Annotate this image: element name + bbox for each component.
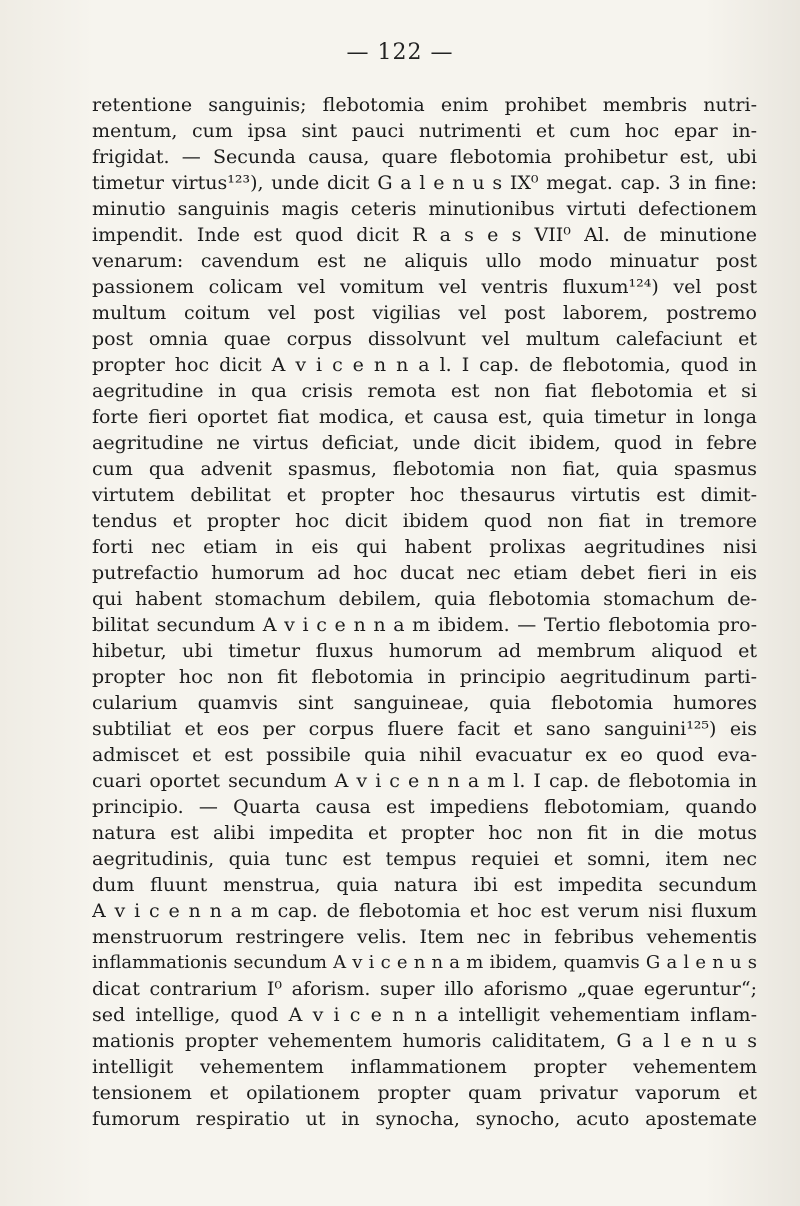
text-line: intelligit vehementem inflammationem propter vehementem	[92, 1056, 757, 1078]
text-line: forti nec etiam in eis qui habent prolixas aegritudines nisi	[92, 536, 757, 558]
text-line: dum fluunt menstrua, quia natura ibi est impedita secundum	[92, 874, 757, 896]
text-line: admiscet et est possibile quia nihil evacuatur ex eo quod eva-	[92, 744, 757, 766]
text-line: timetur virtus¹²³), unde dicit G a l e n u s IX⁰ megat. cap. 3 in fine:	[92, 172, 757, 194]
text-line: propter hoc dicit A v i c e n n a l. I cap. de flebotomia, quod in	[92, 354, 757, 376]
text-line: mentum, cum ipsa sint pauci nutrimenti et cum hoc epar in-	[92, 120, 757, 142]
text-line: bilitat secundum A v i c e n n a m ibidem. — Tertio flebotomia pro-	[92, 614, 757, 636]
text-line: cuari oportet secundum A v i c e n n a m l. I cap. de flebotomia in	[92, 770, 757, 792]
text-line: propter hoc non fit flebotomia in principio aegritudinum parti-	[92, 666, 757, 688]
text-line: hibetur, ubi timetur fluxus humorum ad membrum aliquod et	[92, 640, 757, 662]
text-line: sed intellige, quod A v i c e n n a intelligit vehementiam inflam-	[92, 1004, 757, 1026]
text-line: aegritudine ne virtus deficiat, unde dicit ibidem, quod in febre	[92, 432, 757, 454]
text-line: cularium quamvis sint sanguineae, quia flebotomia humores	[92, 692, 757, 714]
text-line: principio. — Quarta causa est impediens flebotomiam, quando	[92, 796, 757, 818]
text-line: putrefactio humorum ad hoc ducat nec etiam debet fieri in eis	[92, 562, 757, 584]
text-line: natura est alibi impedita et propter hoc non fit in die motus	[92, 822, 757, 844]
text-line: A v i c e n n a m cap. de flebotomia et hoc est verum nisi fluxum	[92, 900, 757, 922]
text-line: impendit. Inde est quod dicit R a s e s VII⁰ Al. de minutione	[92, 224, 757, 246]
text-line: mationis propter vehementem humoris caliditatem, G a l e n u s	[92, 1030, 757, 1052]
text-line: virtutem debilitat et propter hoc thesaurus virtutis est dimit-	[92, 484, 757, 506]
text-line: inflammationis secundum A v i c e n n a m ibidem, quamvis G a l e n u s	[92, 952, 757, 973]
text-line: frigidat. — Secunda causa, quare flebotomia prohibetur est, ubi	[92, 146, 757, 168]
text-line: fumorum respiratio ut in synocha, synocho, acuto apostemate	[92, 1108, 757, 1130]
text-line: venarum: cavendum est ne aliquis ullo modo minuatur post	[92, 250, 757, 272]
body-text	[92, 92, 757, 1132]
text-line: passionem colicam vel vomitum vel ventris fluxum¹²⁴) vel post	[92, 276, 757, 298]
text-line: aegritudinis, quia tunc est tempus requiei et somni, item nec	[92, 848, 757, 870]
text-line: tendus et propter hoc dicit ibidem quod non fiat in tremore	[92, 510, 757, 532]
text-line: forte fieri oportet fiat modica, et causa est, quia timetur in longa	[92, 406, 757, 428]
text-line: qui habent stomachum debilem, quia flebotomia stomachum de-	[92, 588, 757, 610]
text-line: minutio sanguinis magis ceteris minutionibus virtuti defectionem	[92, 198, 757, 220]
page-number: — 122 —	[346, 40, 454, 65]
text-line: aegritudine in qua crisis remota est non fiat flebotomia et si	[92, 380, 757, 402]
text-line: subtiliat et eos per corpus fluere facit et sano sanguini¹²⁵) eis	[92, 718, 757, 740]
text-line: post omnia quae corpus dissolvunt vel multum calefaciunt et	[92, 328, 757, 350]
text-line: cum qua advenit spasmus, flebotomia non fiat, quia spasmus	[92, 458, 757, 480]
text-line: retentione sanguinis; flebotomia enim prohibet membris nutri-	[92, 94, 757, 116]
text-line: tensionem et opilationem propter quam privatur vaporum et	[92, 1082, 757, 1104]
text-line: multum coitum vel post vigilias vel post laborem, postremo	[92, 302, 757, 324]
text-line: dicat contrarium I⁰ aforism. super illo aforismo „quae egeruntur“;	[92, 978, 757, 1000]
text-line: menstruorum restringere velis. Item nec in febribus vehementis	[92, 926, 757, 948]
